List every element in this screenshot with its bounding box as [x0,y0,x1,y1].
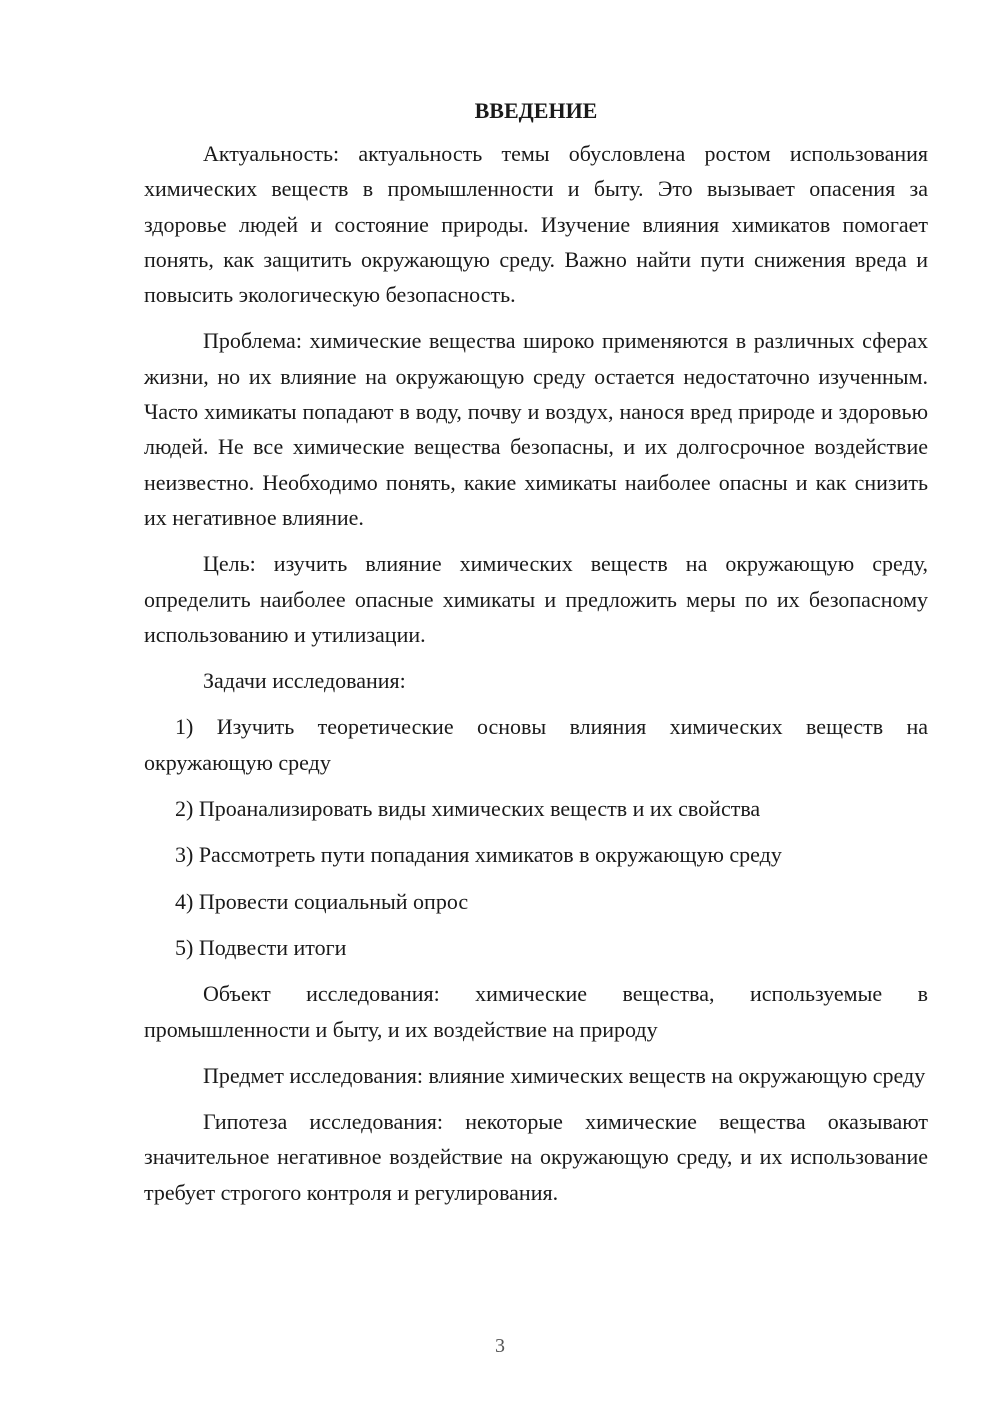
goal-paragraph: Цель: изучить влияние химических веществ на окружающую среду, определить наиболее опасные химикаты и предложить меры по их безопасному использованию и утилизации. [144,551,928,647]
task-list-item: 2) Проанализировать виды химических веществ и их свойства [175,796,761,822]
task-list-item: 4) Провести социальный опрос [175,888,469,914]
task-list-item: 3) Рассмотреть пути попадания химикатов в окружающую среду [175,842,782,868]
section-title: ВВЕДЕНИЕ [474,98,598,123]
relevance-paragraph: Актуальность: актуальность темы обусловлена ростом использования химических веществ в промышленности и быту. Это вызывает опасения за здоровье людей и состояние природы. Изучение влияния химикатов помогает понять, как защитить окружающую среду. Важно найти пути снижения вреда и повысить экологическую безопасность. [144,141,928,308]
task-list-item: 1) Изучить теоретические основы влияния химических веществ на окружающую среду [144,714,928,775]
page-content [144,94,928,1221]
task-list-item: 5) Подвести итоги [175,934,347,960]
object-paragraph: Объект исследования: химические вещества, используемые в промышленности и быту, и их воздействие на природу [144,981,928,1042]
page-number: 3 [495,1335,505,1357]
tasks-heading: Задачи исследования: [203,668,406,694]
subject-paragraph: Предмет исследования: влияние химических веществ на окружающую среду [203,1062,926,1088]
problem-paragraph: Проблема: химические вещества широко применяются в различных сферах жизни, но их влияние на окружающую среду остается недостаточно изученным. Часто химикаты попадают в воду, почву и воздух, нанося вред природе и здоровью людей. Не все химические вещества безопасны, и их долгосрочное воздействие неизвестно. Необходимо понять, какие химикаты наиболее опасны и как снизить их негативное влияние. [144,328,928,530]
hypothesis-paragraph: Гипотеза исследования: некоторые химические вещества оказывают значительное негативное воздействие на окружающую среду, и их использование требует строгого контроля и регулирования. [144,1109,928,1205]
